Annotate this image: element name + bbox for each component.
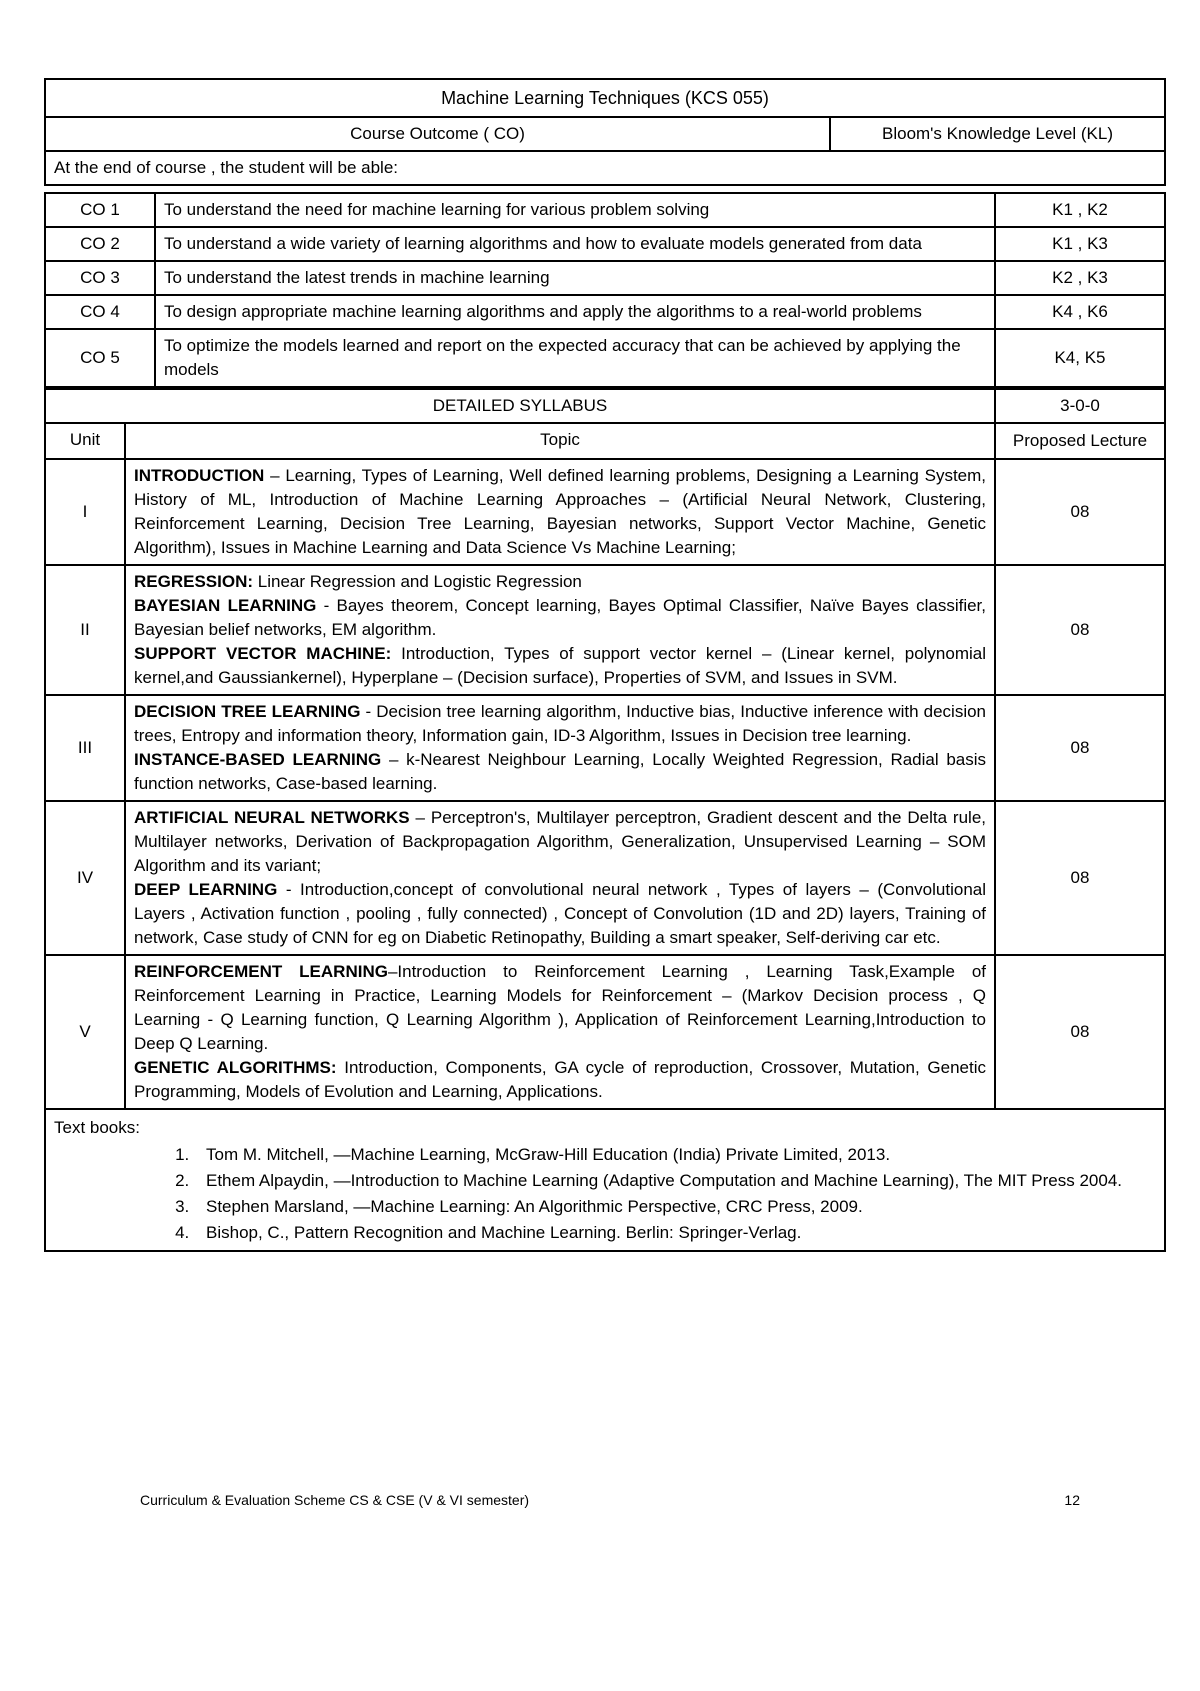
topic-paragraph	[134, 700, 986, 748]
topic-body: - Bayes theorem, Concept learning, Bayes Optimal Classifier, Naïve Bayes classifier, Bayesian belief networks, EM algorithm.	[134, 596, 986, 639]
topic-body: - Introduction,concept of convolutional neural network , Types of layers – (Convolutional Layers , Activation function , pooling , fully connected) , Concept of Convolution (1D and 2D) layers, Training of network, Case study of CNN for eg on Diabetic Retinopathy, Building a smart speaker, Self-deriving car etc.	[134, 880, 987, 947]
ltp: 3-0-0	[995, 389, 1165, 423]
topic-body: Linear Regression and Logistic Regression	[253, 572, 582, 591]
topic-paragraph	[134, 570, 986, 594]
topic-heading: INSTANCE-BASED LEARNING	[134, 750, 382, 769]
unit-lectures: 08	[995, 695, 1165, 801]
co-row	[45, 329, 1165, 387]
unit-lectures: 08	[995, 459, 1165, 565]
col-unit: Unit	[45, 423, 125, 459]
col-lecture: Proposed Lecture	[995, 423, 1165, 459]
topic-body: - Decision tree learning algorithm, Inductive bias, Inductive inference with decision trees, Entropy and information theory, Information gain, ID-3 Algorithm, Issues in Decision tree learning.	[134, 702, 987, 745]
intro-text: At the end of course , the student will be able:	[45, 151, 1165, 185]
unit-row	[45, 695, 1165, 801]
co-kl: K4 , K6	[995, 295, 1165, 329]
co-text: To design appropriate machine learning algorithms and apply the algorithms to a real-world problems	[155, 295, 995, 329]
unit-topic	[125, 955, 995, 1109]
topic-heading: GENETIC ALGORITHMS:	[134, 1058, 337, 1077]
course-title: Machine Learning Techniques (KCS 055)	[45, 79, 1165, 117]
detailed-syllabus-table	[44, 388, 1166, 1252]
topic-paragraph	[134, 748, 986, 796]
co-row	[45, 227, 1165, 261]
co-list-table	[44, 192, 1166, 388]
co-row	[45, 193, 1165, 227]
unit-topic	[125, 695, 995, 801]
co-kl: K1 , K3	[995, 227, 1165, 261]
topic-body: Introduction, Types of support vector kernel – (Linear kernel, polynomial kernel,and Gaussiankernel), Hyperplane – (Decision surface), Properties of SVM, and Issues in SVM.	[134, 644, 987, 687]
unit-number: V	[45, 955, 125, 1109]
unit-row	[45, 955, 1165, 1109]
textbook-item: 2. Ethem Alpaydin, —Introduction to Machine Learning (Adaptive Computation and Machine Learning), The MIT Press 2004.	[194, 1168, 1156, 1194]
topic-paragraph	[134, 1056, 986, 1104]
topic-heading: DECISION TREE LEARNING	[134, 702, 361, 721]
topic-paragraph	[134, 878, 986, 950]
unit-lectures: 08	[995, 955, 1165, 1109]
co-id: CO 1	[45, 193, 155, 227]
unit-topic	[125, 459, 995, 565]
unit-number: I	[45, 459, 125, 565]
syllabus-page	[44, 78, 1164, 1252]
topic-body: –Introduction to Reinforcement Learning , Learning Task,Example of Reinforcement Learning in Practice, Learning Models for Reinforcement – (Markov Decision process , Q Learning - Q Learning function, Q Learning Algorithm ), Application of Reinforcement Learning,Introduction to Deep Q Learning.	[134, 962, 987, 1053]
page-number: 12	[1064, 1492, 1080, 1508]
co-text: To optimize the models learned and report on the expected accuracy that can be achieved by applying the models	[155, 329, 995, 387]
textbook-item: 3. Stephen Marsland, —Machine Learning: An Algorithmic Perspective, CRC Press, 2009.	[194, 1194, 1156, 1220]
topic-paragraph	[134, 806, 986, 878]
unit-lectures: 08	[995, 801, 1165, 955]
topic-body: – Learning, Types of Learning, Well defined learning problems, Designing a Learning System, History of ML, Introduction of Machine Learning Approaches – (Artificial Neural Network, Clustering, Reinforcement Learning, Decision Tree Learning, Bayesian networks, Support Vector Machine, Genetic Algorithm), Issues in Machine Learning and Data Science Vs Machine Learning;	[134, 466, 987, 557]
topic-paragraph	[134, 960, 986, 1056]
page-footer	[140, 1492, 1080, 1508]
topic-paragraph	[134, 642, 986, 690]
topic-body: – Perceptron's, Multilayer perceptron, Gradient descent and the Delta rule, Multilayer networks, Derivation of Backpropagation Algorithm, Generalization, Unsupervised Learning – SOM Algorithm and its variant;	[134, 808, 987, 875]
bloom-heading: Bloom's Knowledge Level (KL)	[830, 117, 1165, 151]
unit-number: II	[45, 565, 125, 695]
co-row	[45, 295, 1165, 329]
co-kl: K4, K5	[995, 329, 1165, 387]
co-id: CO 3	[45, 261, 155, 295]
co-id: CO 4	[45, 295, 155, 329]
textbooks-section	[45, 1109, 1165, 1251]
unit-number: IV	[45, 801, 125, 955]
co-text: To understand a wide variety of learning algorithms and how to evaluate models generated from data	[155, 227, 995, 261]
syllabus-heading: DETAILED SYLLABUS	[45, 389, 995, 423]
topic-heading: ARTIFICIAL NEURAL NETWORKS	[134, 808, 410, 827]
unit-number: III	[45, 695, 125, 801]
topic-heading: SUPPORT VECTOR MACHINE:	[134, 644, 392, 663]
topic-heading: DEEP LEARNING	[134, 880, 278, 899]
textbook-item: 4. Bishop, C., Pattern Recognition and Machine Learning. Berlin: Springer-Verlag.	[194, 1220, 1156, 1246]
unit-topic	[125, 801, 995, 955]
course-outcome-table	[44, 78, 1166, 186]
unit-row	[45, 801, 1165, 955]
co-id: CO 2	[45, 227, 155, 261]
textbooks-list	[54, 1142, 1156, 1246]
co-text: To understand the latest trends in machine learning	[155, 261, 995, 295]
co-id: CO 5	[45, 329, 155, 387]
co-kl: K2 , K3	[995, 261, 1165, 295]
unit-topic	[125, 565, 995, 695]
topic-paragraph	[134, 464, 986, 560]
topic-paragraph	[134, 594, 986, 642]
col-topic: Topic	[125, 423, 995, 459]
textbook-item: 1. Tom M. Mitchell, —Machine Learning, McGraw-Hill Education (India) Private Limited, 2013.	[194, 1142, 1156, 1168]
footer-scheme: Curriculum & Evaluation Scheme CS & CSE (V & VI semester)	[140, 1492, 530, 1508]
topic-heading: REGRESSION:	[134, 572, 254, 591]
co-kl: K1 , K2	[995, 193, 1165, 227]
unit-row	[45, 565, 1165, 695]
co-heading: Course Outcome ( CO)	[45, 117, 830, 151]
co-text: To understand the need for machine learning for various problem solving	[155, 193, 995, 227]
topic-heading: INTRODUCTION	[134, 466, 265, 485]
unit-row	[45, 459, 1165, 565]
unit-lectures: 08	[995, 565, 1165, 695]
textbooks-heading: Text books:	[54, 1118, 140, 1137]
topic-heading: BAYESIAN LEARNING	[134, 596, 317, 615]
topic-body: – k-Nearest Neighbour Learning, Locally Weighted Regression, Radial basis function networks, Case-based learning.	[134, 750, 987, 793]
topic-heading: REINFORCEMENT LEARNING	[134, 962, 388, 981]
topic-body: Introduction, Components, GA cycle of reproduction, Crossover, Mutation, Genetic Programming, Models of Evolution and Learning, Applications.	[134, 1058, 987, 1101]
co-row	[45, 261, 1165, 295]
